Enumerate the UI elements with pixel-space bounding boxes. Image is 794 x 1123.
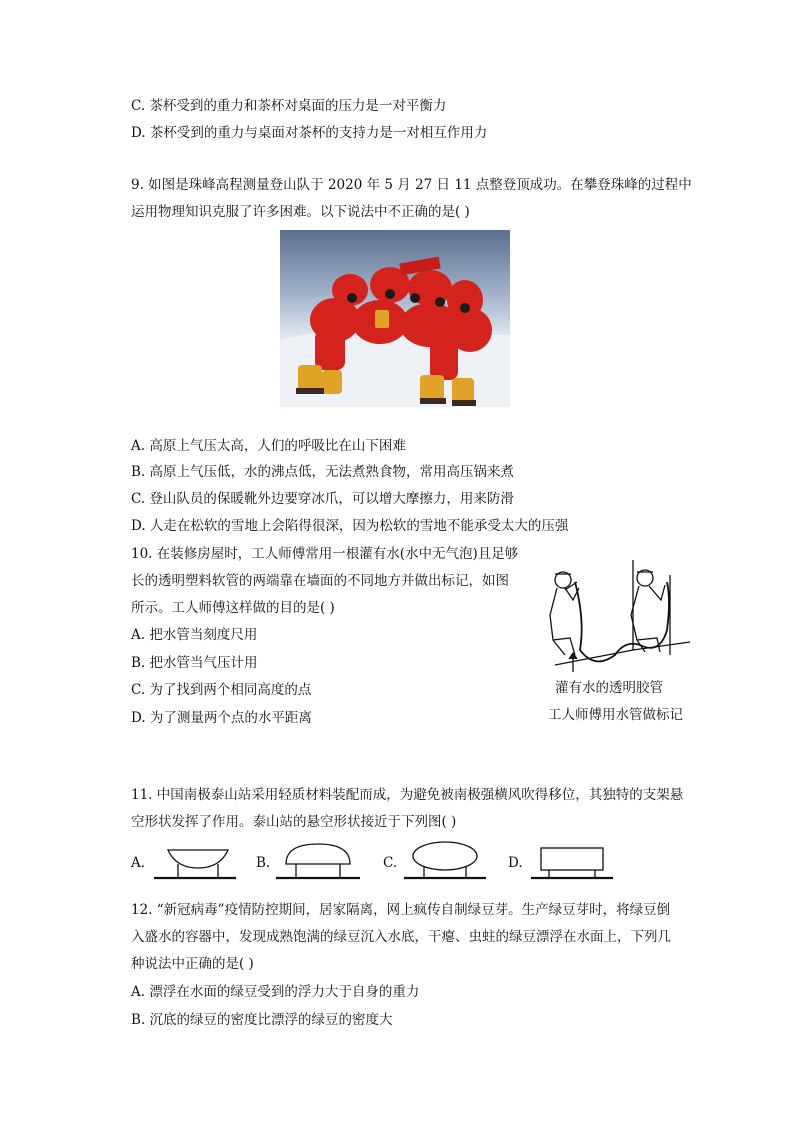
q10-option-d: D. 为了测量两个点的水平距离 bbox=[131, 710, 312, 726]
q8-option-c: C. 茶杯受到的重力和茶杯对桌面的压力是一对平衡力 bbox=[131, 98, 447, 114]
q11-stem-line1: 11. 中国南极泰山站采用轻质材料装配而成，为避免被南极强横风吹得移位，其独特的支架悬 bbox=[131, 787, 684, 803]
q11-label-c: C. bbox=[383, 855, 398, 871]
q10-figure-caption: 工人师傅用水管做标记 bbox=[548, 707, 683, 723]
q8-option-d: D. 茶杯受到的重力与桌面对茶杯的支持力是一对相互作用力 bbox=[131, 125, 488, 141]
q9-option-d: D. 人走在松软的雪地上会陷得很深，因为松软的雪地不能承受太大的压强 bbox=[131, 518, 569, 534]
q11-stem-line2: 空形状发挥了作用。泰山站的悬空形状接近于下列图( ) bbox=[131, 814, 457, 830]
q9-stem-line2: 运用物理知识克服了许多困难。以下说法中不正确的是( ) bbox=[131, 204, 470, 220]
q9-option-c: C. 登山队员的保暖靴外边要穿冰爪，可以增大摩擦力，用来防滑 bbox=[131, 491, 514, 507]
q10-option-b: B. 把水管当气压计用 bbox=[131, 655, 258, 671]
q11-shape-a bbox=[150, 840, 240, 882]
q9-option-b: B. 高原上气压低，水的沸点低，无法煮熟食物，常用高压锅来煮 bbox=[131, 464, 515, 480]
summit-photo bbox=[280, 230, 510, 407]
q11-label-a: A. bbox=[131, 855, 146, 871]
q12-stem-line2: 入盛水的容器中，发现成熟饱满的绿豆沉入水底，干瘪、虫蛀的绿豆漂浮在水面上，下列几 bbox=[131, 929, 671, 945]
q10-option-a: A. 把水管当刻度尺用 bbox=[131, 627, 258, 643]
worker-hose-figure bbox=[545, 560, 695, 675]
q10-stem-line2: 长的透明塑料软管的两端靠在墙面的不同地方并做出标记，如图 bbox=[131, 573, 509, 589]
q11-label-b: B. bbox=[256, 855, 271, 871]
q9-stem-line1: 9. 如图是珠峰高程测量登山队于 2020 年 5 月 27 日 11 点整登顶成功。在攀登珠峰的过程中 bbox=[131, 177, 692, 193]
q12-option-a: A. 漂浮在水面的绿豆受到的浮力大于自身的重力 bbox=[131, 984, 420, 1000]
q9-option-a: A. 高原上气压太高，人们的呼吸比在山下困难 bbox=[131, 438, 406, 454]
q11-shape-b bbox=[272, 838, 362, 882]
q12-option-b: B. 沉底的绿豆的密度比漂浮的绿豆的密度大 bbox=[131, 1012, 393, 1028]
q10-stem-line3: 所示。工人师傅这样做的目的是( ) bbox=[131, 600, 335, 616]
q10-option-c: C. 为了找到两个相同高度的点 bbox=[131, 682, 312, 698]
q10-stem-line1: 10. 在装修房屋时，工人师傅常用一根灌有水(水中无气泡)且足够 bbox=[131, 546, 519, 562]
q12-stem-line1: 12. “新冠病毒”疫情防控期间，居家隔离，网上疯传自制绿豆芽。生产绿豆芽时，将绿豆倒 bbox=[131, 902, 671, 918]
q12-stem-line3: 种说法中正确的是( ) bbox=[131, 956, 254, 972]
q10-figure-caption-hose: 灌有水的透明胶管 bbox=[555, 680, 663, 696]
q11-label-d: D. bbox=[508, 855, 523, 871]
q11-shape-d bbox=[527, 840, 617, 882]
q11-shape-c bbox=[400, 838, 490, 882]
